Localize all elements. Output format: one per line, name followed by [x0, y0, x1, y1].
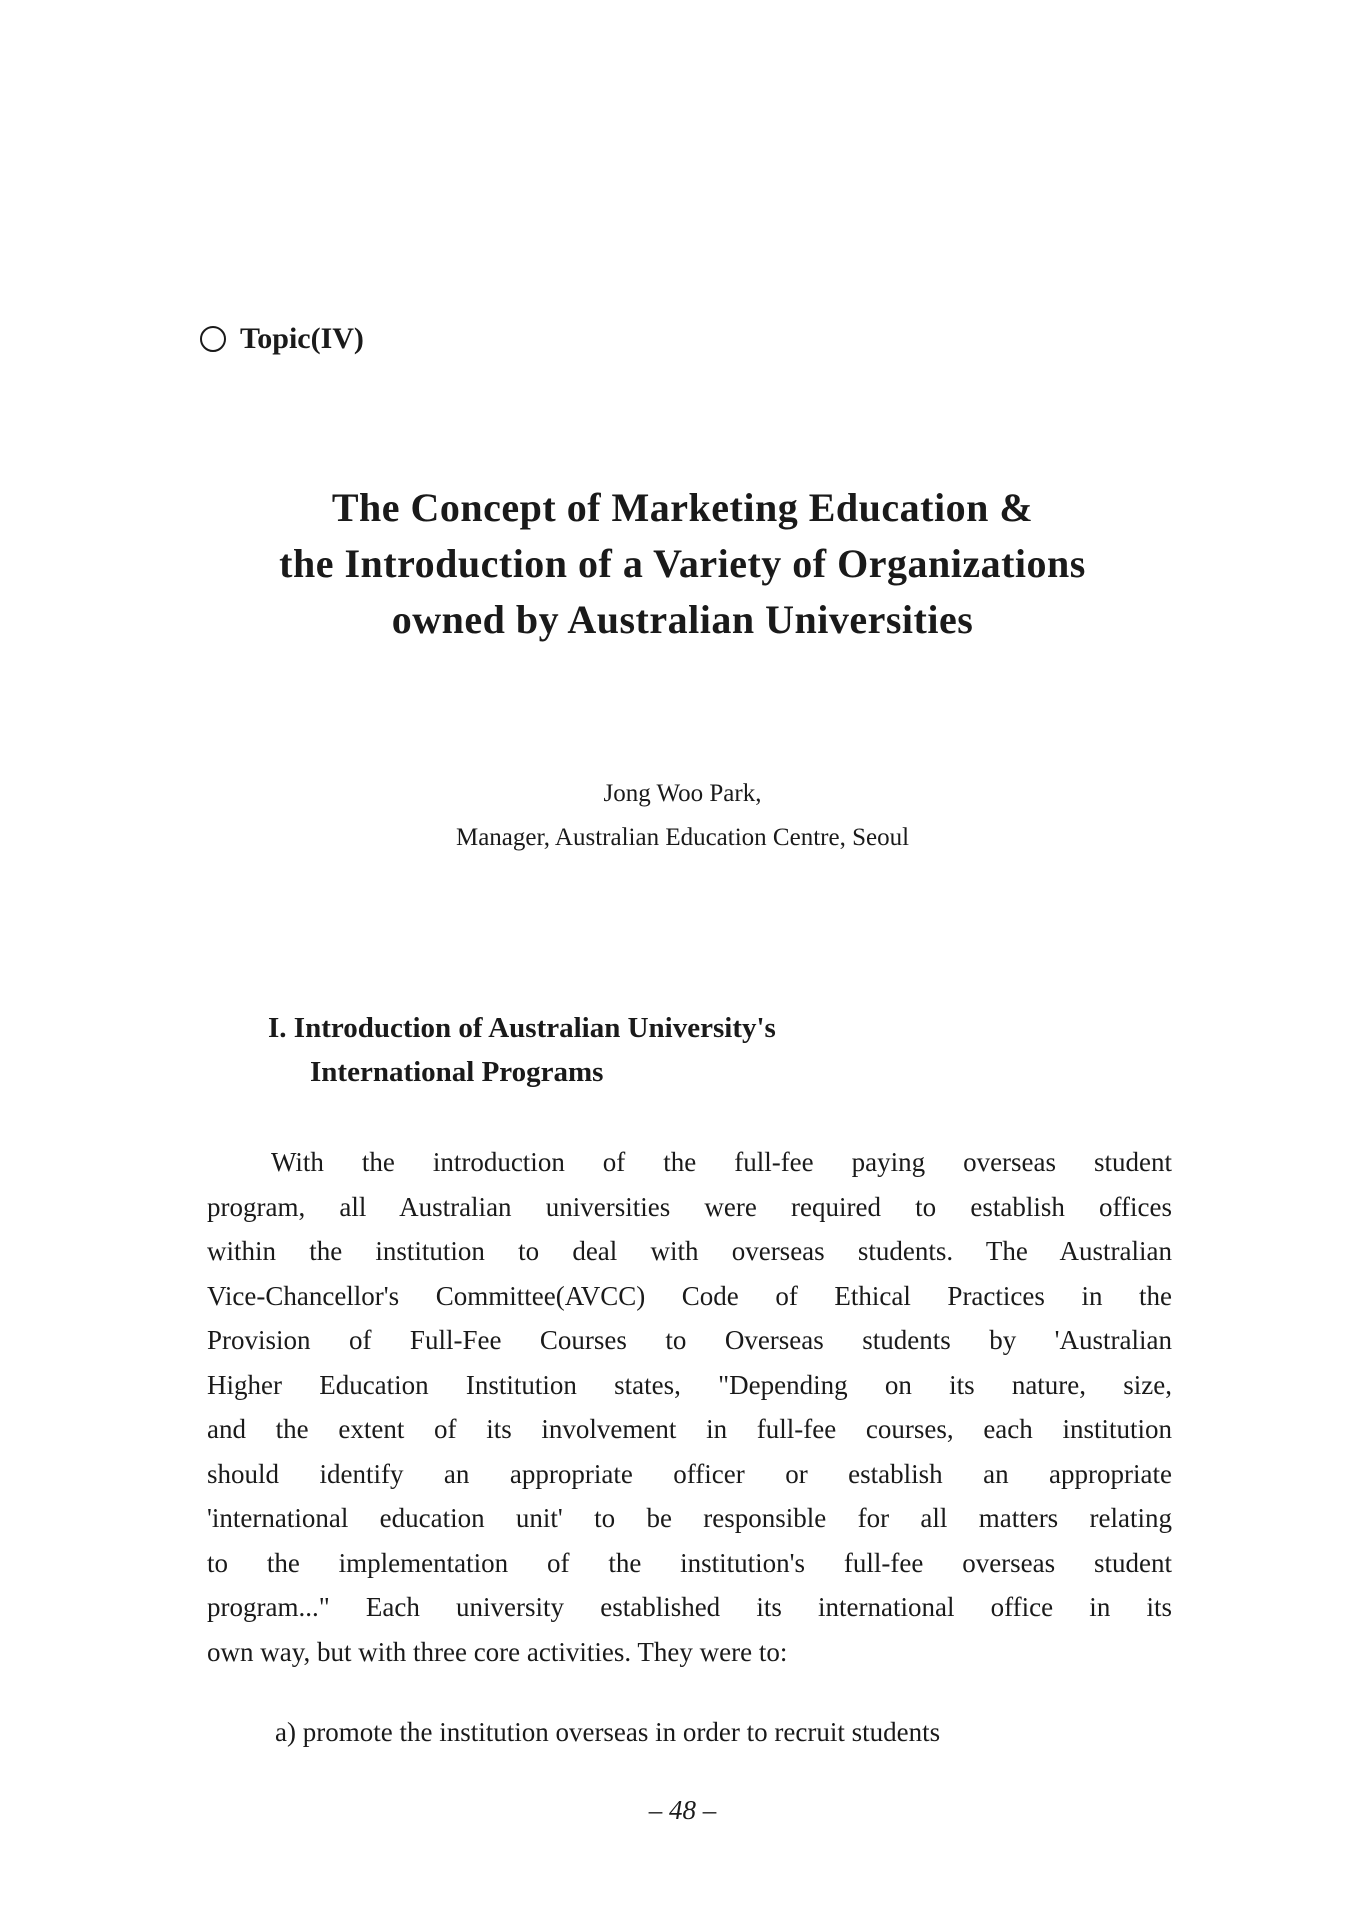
section-heading-line-2: International Programs [310, 1056, 604, 1088]
page-number: – 48 – [648, 1795, 717, 1825]
list-item-a: a) promote the institution overseas in order to recruit students [275, 1717, 941, 1747]
circle-icon [200, 326, 226, 352]
section-heading [268, 1006, 776, 1094]
title-line-1: The Concept of Marketing Education & [331, 485, 1034, 530]
paragraph-line: program..." Each university established its international office in its [207, 1592, 1172, 1622]
title-line-2: the Introduction of a Variety of Organizations [279, 541, 1086, 586]
body-paragraph [207, 1140, 1172, 1674]
paragraph-line: within the institution to deal with overseas students. The Australian [207, 1236, 1172, 1266]
author-affiliation: Manager, Australian Education Centre, Seoul [455, 824, 910, 851]
paragraph-line: Higher Education Institution states, "Depending on its nature, size, [207, 1369, 1172, 1400]
page-title [0, 480, 1365, 648]
title-line-3: owned by Australian Universities [391, 597, 974, 642]
paragraph-line: 'international education unit' to be responsible for all matters relating [207, 1503, 1172, 1533]
paragraph-line: should identify an appropriate officer or establish an appropriate [207, 1458, 1172, 1489]
paragraph-line: With the introduction of the full-fee paying overseas student [271, 1147, 1172, 1177]
topic-label [200, 322, 364, 356]
author-block [0, 772, 1365, 860]
paragraph-line: Vice-Chancellor's Committee(AVCC) Code of Ethical Practices in the [207, 1280, 1172, 1311]
paragraph-line: Provision of Full-Fee Courses to Overseas students by 'Australian [207, 1325, 1172, 1355]
paragraph-line: and the extent of its involvement in full-fee courses, each institution [207, 1414, 1172, 1444]
section-heading-line-1: I. Introduction of Australian University's [268, 1012, 776, 1044]
paragraph-line: program, all Australian universities were required to establish offices [207, 1191, 1172, 1222]
topic-text: Topic(IV) [240, 322, 364, 355]
author-name: Jong Woo Park, [603, 780, 762, 807]
paragraph-line: own way, but with three core activities. They were to: [207, 1636, 788, 1667]
paragraph-line: to the implementation of the institution's full-fee overseas student [207, 1547, 1172, 1578]
